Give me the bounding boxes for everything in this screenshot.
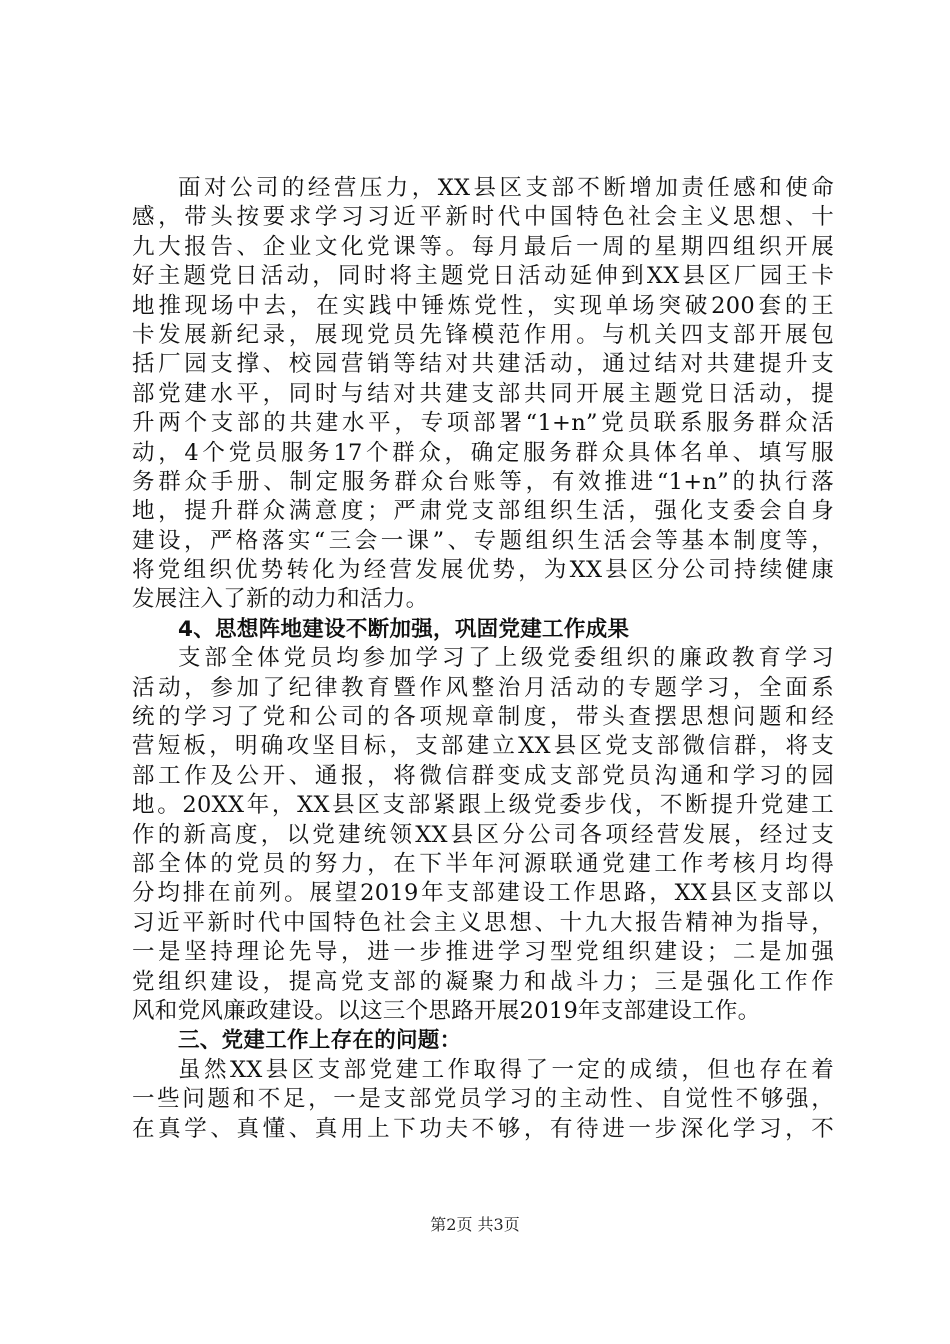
text-line: 地，提升群众满意度；严肃党支部组织生活，强化支委会自身 [132, 498, 834, 525]
text-line: 支部全体党员均参加学习了上级党委组织的廉政教育学习 [178, 645, 834, 672]
text-line: 好主题党日活动，同时将主题党日活动延伸到XX县区厂园王卡 [132, 263, 834, 290]
text-line: 一些问题和不足，一是支部党员学习的主动性、自觉性不够强， [132, 1086, 834, 1113]
text-line: 统的学习了党和公司的各项规章制度，带头查摆思想问题和经 [132, 704, 834, 731]
document-body [132, 174, 834, 1144]
text-line: 发展注入了新的动力和活力。 [132, 586, 429, 613]
text-line: 将党组织优势转化为经营发展优势，为XX县区分公司持续健康 [132, 557, 834, 584]
text-line: 九大报告、企业文化党课等。每月最后一周的星期四组织开展 [132, 233, 834, 260]
paragraph-ideological-building [132, 644, 834, 1026]
text-line: 动，4个党员服务17个群众，确定服务群众具体名单、填写服 [132, 439, 834, 466]
text-line: 部党建水平，同时与结对共建支部共同开展主题党日活动，提 [132, 380, 834, 407]
text-line: 风和党风廉政建设。以这三个思路开展2019年支部建设工作。 [132, 997, 761, 1024]
text-line: 升两个支部的共建水平，专项部署“1+n”党员联系服务群众活 [132, 410, 834, 437]
text-line: 感，带头按要求学习习近平新时代中国特色社会主义思想、十 [132, 204, 834, 231]
text-line: 营短板，明确攻坚目标，支部建立XX县区党支部微信群，将支 [132, 733, 834, 760]
paragraph-existing-problems [132, 1056, 834, 1144]
text-line: 部全体的党员的努力，在下半年河源联通党建工作考核月均得 [132, 850, 834, 877]
text-line: 虽然XX县区支部党建工作取得了一定的成绩，但也存在着 [178, 1056, 834, 1083]
text-line: 部工作及公开、通报，将微信群变成支部党员沟通和学习的园 [132, 762, 834, 789]
text-line: 党组织建设，提高党支部的凝聚力和战斗力；三是强化工作作 [132, 968, 834, 995]
text-line: 在真学、真懂、真用上下功夫不够，有待进一步深化学习，不 [132, 1115, 834, 1142]
paragraph-party-building-activities [132, 174, 834, 615]
text-line: 分均排在前列。展望2019年支部建设工作思路，XX县区支部以 [132, 880, 834, 907]
text-line: 习近平新时代中国特色社会主义思想、十九大报告精神为指导， [132, 909, 834, 936]
text-line: 务群众手册、制定服务群众台账等，有效推进“1+n”的执行落 [132, 468, 834, 495]
text-line: 面对公司的经营压力，XX县区支部不断增加责任感和使命 [178, 175, 834, 201]
text-line: 地推现场中去，在实践中锤炼党性，实现单场突破200套的王 [132, 292, 834, 319]
section-heading: 4、思想阵地建设不断加强，巩固党建工作成果 [178, 616, 630, 642]
text-line: 一是坚持理论先导，进一步推进学习型党组织建设；二是加强 [132, 939, 834, 966]
text-line: 作的新高度，以党建统领XX县区分公司各项经营发展，经过支 [132, 821, 834, 848]
text-line: 地。20XX年，XX县区支部紧跟上级党委步伐，不断提升党建工 [132, 792, 834, 819]
section-heading: 三、党建工作上存在的问题： [178, 1028, 462, 1054]
text-line: 活动，参加了纪律教育暨作风整治月活动的专题学习，全面系 [132, 674, 834, 701]
page-footer: 第2页 共3页 [430, 1215, 520, 1234]
text-line: 卡发展新纪录，展现党员先锋模范作用。与机关四支部开展包 [132, 321, 834, 348]
text-line: 建设，严格落实“三会一课”、专题组织生活会等基本制度等， [132, 527, 834, 554]
text-line: 括厂园支撑、校园营销等结对共建活动，通过结对共建提升支 [132, 351, 834, 378]
